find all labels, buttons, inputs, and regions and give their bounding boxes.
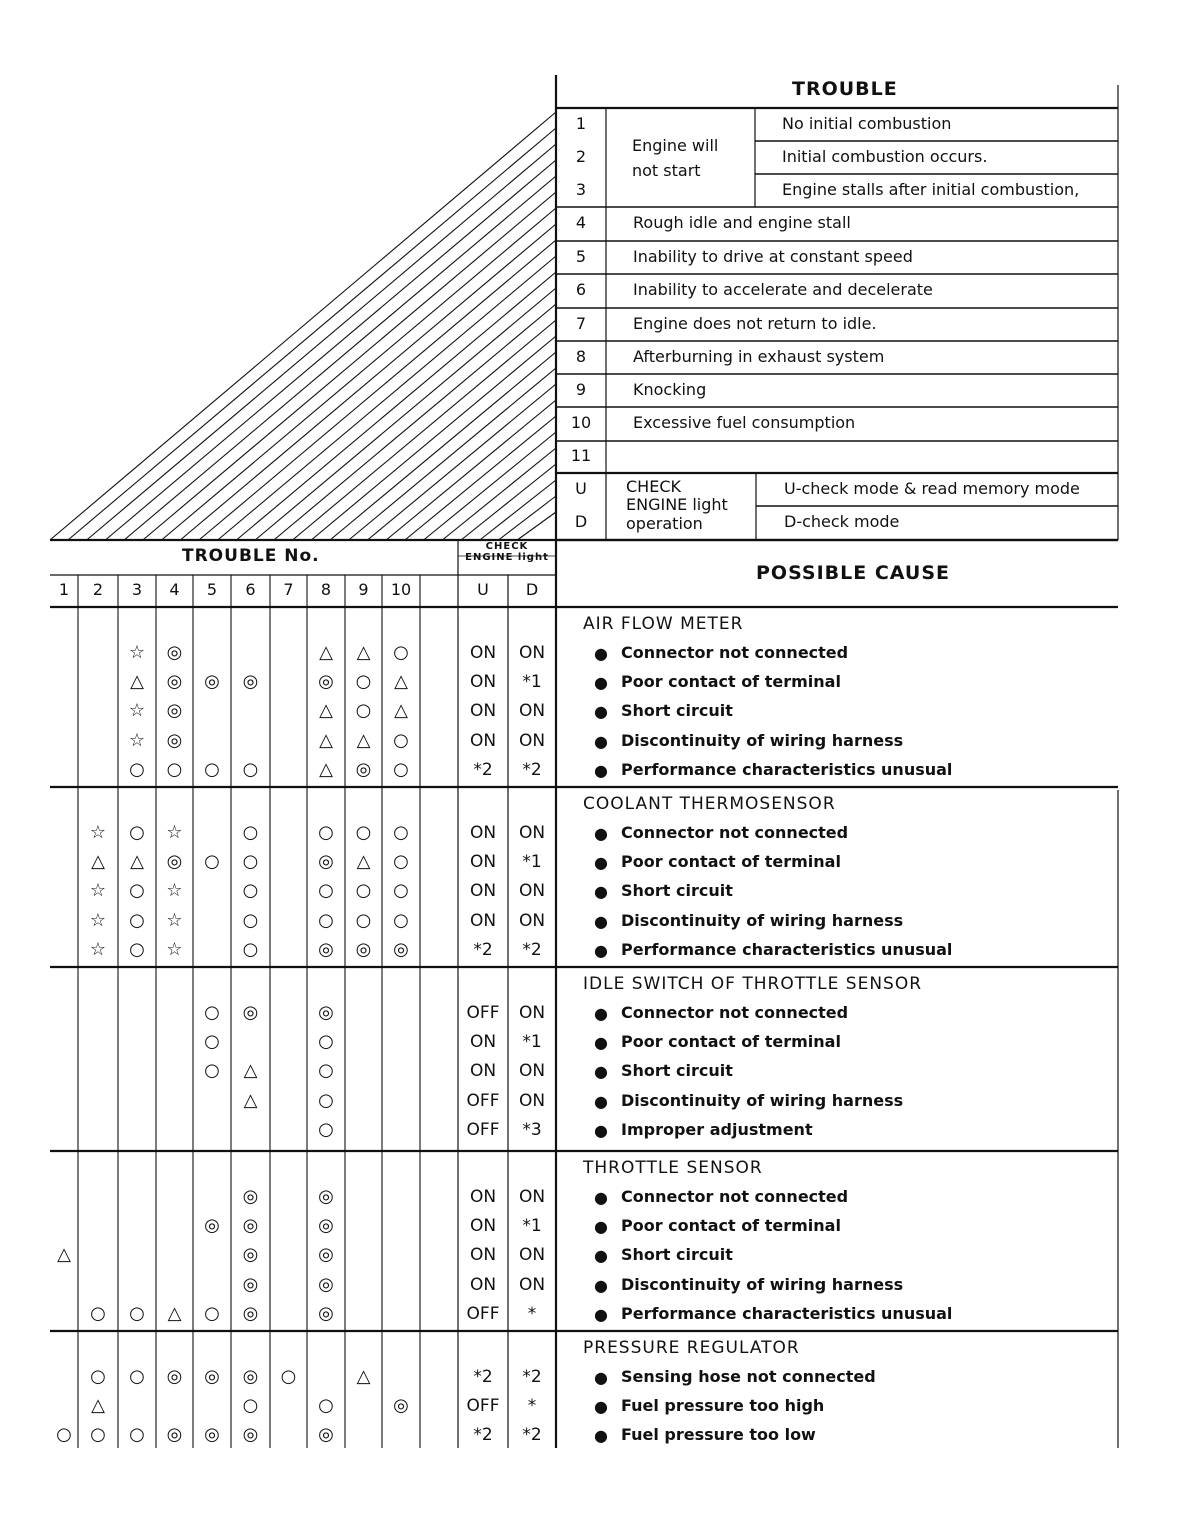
mark-s4-r0-c9: △ (356, 1366, 371, 1387)
mark-s2-r1-c5: ○ (204, 1031, 220, 1053)
hatch-line (461, 464, 556, 540)
mark-s4-r0-c5: ◎ (204, 1366, 220, 1387)
u-value-s4-r1: OFF (466, 1396, 500, 1417)
mark-s2-r1-c8: ○ (318, 1031, 334, 1053)
d-value-s0-r0: ON (518, 643, 546, 663)
mark-s0-r1-c9: ○ (355, 671, 372, 693)
mark-s1-r1-c8: ◎ (318, 851, 334, 873)
mark-s0-r4-c6: ○ (242, 758, 259, 780)
bullet-icon: ● (594, 644, 608, 663)
u-value-s0-r3: ON (469, 730, 497, 751)
bullet-icon: ● (594, 673, 608, 693)
d-value-s2-r1: *1 (522, 1032, 542, 1053)
mark-s3-r2-c8: ◎ (318, 1244, 334, 1266)
mark-s0-r1-c6: ◎ (242, 671, 259, 693)
hatch-line (162, 208, 556, 540)
hatch-line (517, 512, 556, 540)
hatch-line (293, 320, 556, 540)
trouble-no-col-3: 3 (131, 580, 143, 599)
mark-s1-r0-c9: ○ (355, 822, 372, 843)
cause-s3-r1: Poor contact of terminal (621, 1216, 841, 1236)
cause-s0-r1: Poor contact of terminal (621, 672, 841, 692)
mark-s1-r0-c4: ☆ (166, 822, 183, 843)
check-engine-operation-label-2: ENGINE light (626, 495, 728, 514)
bullet-icon: ● (594, 1397, 608, 1417)
cause-s3-r0: Connector not connected (621, 1187, 849, 1206)
mark-s1-r2-c8: ○ (318, 880, 334, 902)
mark-s3-r2-c1: △ (57, 1244, 71, 1266)
bullet-icon: ● (594, 1368, 608, 1387)
section-title-3: THROTTLE SENSOR (583, 1158, 763, 1178)
cause-s2-r3: Discontinuity of wiring harness (621, 1090, 904, 1110)
u-value-s3-r0: ON (469, 1187, 497, 1207)
cause-s3-r2: Short circuit (621, 1245, 733, 1265)
mark-s0-r2-c4: ◎ (166, 700, 183, 722)
mark-s0-r0-c10: ○ (393, 642, 409, 663)
mark-s4-r2-c6: ◎ (242, 1424, 259, 1446)
mark-s0-r3-c4: ◎ (166, 729, 183, 751)
d-value-s0-r2: ON (518, 701, 546, 722)
trouble-desc-U: U-check mode & read memory mode (784, 478, 1080, 498)
bullet-icon: ● (594, 1217, 608, 1237)
u-value-s3-r4: OFF (466, 1303, 500, 1324)
mark-s3-r4-c4: △ (167, 1302, 182, 1324)
section-title-0: AIR FLOW METER (583, 614, 744, 634)
u-value-s3-r2: ON (469, 1245, 497, 1266)
mark-s1-r2-c6: ○ (242, 880, 259, 902)
hatch-line (105, 160, 556, 540)
mark-s1-r2-c4: ☆ (166, 880, 183, 902)
mark-s1-r1-c4: ◎ (166, 851, 183, 873)
trouble-number-6: 6 (575, 280, 587, 299)
u-value-s3-r3: ON (469, 1274, 497, 1295)
trouble-desc-6: Inability to accelerate and decelerate (633, 280, 933, 299)
mark-s3-r1-c5: ◎ (204, 1215, 220, 1237)
trouble-header: TROUBLE (792, 78, 898, 100)
mark-s4-r1-c10: ◎ (393, 1395, 409, 1417)
cause-s1-r3: Discontinuity of wiring harness (621, 910, 904, 930)
mark-s1-r4-c10: ◎ (393, 938, 409, 960)
d-value-s0-r1: *1 (522, 672, 542, 693)
mark-s0-r2-c8: △ (319, 700, 333, 722)
hatch-line (50, 112, 556, 540)
bullet-icon: ● (594, 940, 608, 960)
mark-s1-r1-c6: ○ (242, 851, 259, 873)
mark-s3-r0-c8: ◎ (318, 1186, 334, 1207)
mark-s3-r4-c2: ○ (90, 1302, 106, 1324)
bullet-icon: ● (594, 731, 608, 751)
u-value-s4-r0: *2 (473, 1367, 493, 1387)
light-col-U: U (477, 580, 489, 599)
cause-s1-r1: Poor contact of terminal (621, 852, 841, 872)
hatch-line (255, 288, 556, 540)
trouble-desc-8: Afterburning in exhaust system (633, 346, 885, 366)
hatch-line (349, 368, 556, 540)
mark-s0-r0-c8: △ (319, 642, 333, 663)
trouble-desc-7: Engine does not return to idle. (633, 313, 877, 333)
mark-s4-r0-c4: ◎ (166, 1366, 183, 1387)
mark-s0-r4-c8: △ (319, 758, 333, 780)
engine-not-start-label-2: not start (632, 161, 701, 180)
mark-s3-r4-c5: ○ (204, 1302, 220, 1324)
trouble-no-col-1: 1 (58, 580, 70, 599)
u-value-s1-r4: *2 (473, 939, 493, 960)
mark-s0-r1-c8: ◎ (318, 671, 334, 693)
u-value-s0-r4: *2 (473, 759, 493, 780)
d-value-s3-r3: ON (518, 1274, 546, 1295)
hatch-line (87, 144, 556, 540)
mark-s0-r1-c3: △ (130, 671, 144, 693)
mark-s0-r4-c4: ○ (166, 758, 183, 780)
hatch-line (143, 192, 556, 540)
u-value-s4-r2: *2 (473, 1425, 493, 1446)
bullet-icon: ● (594, 1188, 608, 1207)
mark-s0-r0-c4: ◎ (166, 642, 183, 663)
cause-s4-r2: Fuel pressure too low (621, 1425, 816, 1445)
mark-s1-r1-c3: △ (130, 851, 144, 873)
engine-not-start-label-1: Engine will (632, 136, 719, 155)
light-col-D: D (525, 580, 539, 599)
mark-s0-r1-c4: ◎ (166, 671, 183, 693)
d-value-s2-r0: ON (518, 1003, 546, 1023)
check-engine-operation-label-3: operation (626, 514, 703, 533)
mark-s2-r3-c6: △ (243, 1089, 258, 1111)
trouble-number-11: 11 (570, 446, 592, 465)
mark-s3-r3-c8: ◎ (318, 1273, 334, 1295)
mark-s4-r2-c2: ○ (90, 1424, 106, 1446)
d-value-s4-r1: * (527, 1396, 537, 1417)
mark-s3-r4-c6: ◎ (242, 1302, 259, 1324)
mark-s1-r2-c9: ○ (355, 880, 372, 902)
mark-s1-r3-c8: ○ (318, 909, 334, 931)
mark-s1-r0-c8: ○ (318, 822, 334, 843)
mark-s1-r3-c3: ○ (129, 909, 145, 931)
trouble-no-col-9: 9 (358, 580, 369, 599)
d-value-s1-r1: *1 (522, 852, 542, 873)
mark-s0-r0-c3: ☆ (128, 642, 146, 663)
u-value-s0-r0: ON (469, 643, 497, 663)
check-engine-light-header: CHECK ENGINE light (465, 541, 549, 563)
mark-s1-r4-c2: ☆ (89, 938, 107, 960)
hatch-line (386, 400, 556, 540)
mark-s4-r2-c5: ◎ (204, 1424, 220, 1446)
cause-s0-r0: Connector not connected (621, 643, 849, 662)
mark-s3-r3-c6: ◎ (242, 1273, 259, 1295)
u-value-s2-r1: ON (469, 1032, 497, 1053)
hatch-line (274, 304, 556, 540)
mark-s0-r4-c9: ◎ (355, 758, 372, 780)
d-value-s0-r3: ON (518, 730, 546, 751)
u-value-s3-r1: ON (469, 1216, 497, 1237)
bullet-icon: ● (594, 1062, 608, 1082)
mark-s2-r2-c6: △ (243, 1060, 258, 1082)
cause-s1-r4: Performance characteristics unusual (621, 939, 953, 959)
trouble-desc-5: Inability to drive at constant speed (633, 246, 913, 266)
mark-s1-r4-c8: ◎ (318, 938, 334, 960)
bullet-icon: ● (594, 824, 608, 843)
cause-s0-r4: Performance characteristics unusual (621, 759, 953, 779)
section-title-2: IDLE SWITCH OF THROTTLE SENSOR (583, 974, 923, 994)
mark-s1-r2-c2: ☆ (89, 880, 107, 902)
cause-s4-r1: Fuel pressure too high (621, 1396, 825, 1416)
mark-s0-r2-c10: △ (394, 700, 408, 722)
bullet-icon: ● (594, 1426, 608, 1446)
trouble-number-7: 7 (575, 313, 587, 333)
trouble-number-5: 5 (575, 246, 587, 266)
cause-s2-r1: Poor contact of terminal (621, 1032, 841, 1052)
mark-s1-r1-c5: ○ (204, 851, 220, 873)
cause-s2-r0: Connector not connected (621, 1003, 849, 1022)
trouble-no-col-2: 2 (92, 580, 104, 599)
u-value-s1-r1: ON (469, 852, 497, 873)
trouble-desc-4: Rough idle and engine stall (633, 213, 851, 232)
trouble-no-col-7: 7 (283, 580, 294, 599)
mark-s0-r4-c10: ○ (393, 758, 409, 780)
mark-s0-r1-c10: △ (394, 671, 408, 693)
trouble-number-U: U (575, 478, 587, 498)
trouble-desc-D: D-check mode (784, 512, 900, 531)
d-value-s3-r4: * (527, 1303, 537, 1324)
u-value-s2-r3: OFF (466, 1090, 500, 1111)
section-title-1: COOLANT THERMOSENSOR (583, 794, 836, 814)
mark-s4-r0-c6: ◎ (242, 1366, 259, 1387)
mark-s1-r4-c9: ◎ (355, 938, 372, 960)
mark-s1-r0-c6: ○ (242, 822, 259, 843)
hatch-line (199, 240, 556, 540)
d-value-s4-r0: *2 (522, 1367, 542, 1387)
mark-s4-r2-c8: ◎ (318, 1424, 334, 1446)
mark-s4-r2-c4: ◎ (166, 1424, 183, 1446)
bullet-icon: ● (594, 760, 608, 780)
mark-s0-r4-c3: ○ (129, 758, 145, 780)
mark-s1-r3-c2: ☆ (89, 909, 107, 931)
trouble-number-2: 2 (575, 146, 587, 166)
hatch-line (424, 432, 556, 540)
mark-s4-r0-c7: ○ (280, 1366, 297, 1387)
mark-s1-r3-c9: ○ (355, 909, 372, 931)
trouble-desc-9: Knocking (633, 379, 707, 399)
trouble-number-4: 4 (575, 213, 587, 232)
mark-s1-r2-c10: ○ (393, 880, 409, 902)
trouble-no-col-5: 5 (206, 580, 218, 599)
cause-s4-r0: Sensing hose not connected (621, 1367, 876, 1386)
mark-s3-r1-c6: ◎ (242, 1215, 259, 1237)
u-value-s1-r2: ON (469, 881, 497, 902)
mark-s4-r1-c6: ○ (242, 1395, 259, 1417)
cause-s2-r2: Short circuit (621, 1061, 733, 1081)
mark-s4-r1-c8: ○ (318, 1395, 334, 1417)
d-value-s1-r4: *2 (522, 939, 542, 960)
mark-s1-r2-c3: ○ (129, 880, 145, 902)
check-engine-operation-label-1: CHECK (626, 477, 681, 496)
mark-s4-r1-c2: △ (91, 1395, 105, 1417)
d-value-s2-r4: *3 (522, 1119, 542, 1140)
trouble-no-col-8: 8 (320, 580, 332, 599)
u-value-s1-r0: ON (469, 823, 497, 843)
d-value-s1-r0: ON (518, 823, 546, 843)
d-value-s4-r2: *2 (522, 1425, 542, 1446)
u-value-s2-r4: OFF (466, 1119, 500, 1140)
cause-s1-r2: Short circuit (621, 881, 733, 901)
mark-s1-r1-c10: ○ (393, 851, 409, 873)
u-value-s2-r2: ON (469, 1061, 497, 1082)
bullet-icon: ● (594, 1304, 608, 1324)
mark-s1-r1-c9: △ (356, 851, 371, 873)
trouble-desc-2: Initial combustion occurs. (782, 146, 988, 166)
mark-s4-r2-c3: ○ (129, 1424, 145, 1446)
hatch-line (218, 256, 556, 540)
mark-s1-r0-c10: ○ (393, 822, 409, 843)
trouble-number-10: 10 (570, 413, 592, 432)
mark-s1-r4-c3: ○ (129, 938, 145, 960)
cause-s1-r0: Connector not connected (621, 823, 849, 842)
trouble-no-col-4: 4 (169, 580, 180, 599)
mark-s0-r0-c9: △ (356, 642, 371, 663)
trouble-desc-1: No initial combustion (782, 113, 952, 133)
mark-s4-r2-c1: ○ (56, 1424, 72, 1446)
mark-s1-r4-c4: ☆ (166, 938, 183, 960)
trouble-number-9: 9 (575, 379, 587, 399)
mark-s0-r3-c10: ○ (393, 729, 409, 751)
bullet-icon: ● (594, 702, 608, 722)
mark-s1-r3-c10: ○ (393, 909, 409, 931)
u-value-s2-r0: OFF (466, 1003, 500, 1023)
trouble-no-header: TROUBLE No. (182, 546, 320, 566)
mark-s3-r4-c3: ○ (129, 1302, 145, 1324)
d-value-s3-r0: ON (518, 1187, 546, 1207)
bullet-icon: ● (594, 1275, 608, 1295)
section-title-4: PRESSURE REGULATOR (583, 1338, 800, 1358)
mark-s0-r3-c8: △ (319, 729, 333, 751)
mark-s2-r0-c5: ○ (204, 1002, 220, 1023)
bullet-icon: ● (594, 882, 608, 902)
trouble-no-col-6: 6 (245, 580, 256, 599)
d-value-s3-r2: ON (518, 1245, 546, 1266)
mark-s0-r4-c5: ○ (204, 758, 220, 780)
u-value-s0-r2: ON (469, 701, 497, 722)
mark-s1-r1-c2: △ (91, 851, 105, 873)
trouble-number-8: 8 (575, 346, 587, 366)
trouble-number-1: 1 (575, 113, 587, 133)
mark-s2-r3-c8: ○ (318, 1089, 334, 1111)
mark-s3-r2-c6: ◎ (242, 1244, 259, 1266)
mark-s2-r2-c5: ○ (204, 1060, 220, 1082)
mark-s2-r2-c8: ○ (318, 1060, 334, 1082)
mark-s4-r0-c2: ○ (90, 1366, 106, 1387)
bullet-icon: ● (594, 1033, 608, 1053)
mark-s0-r2-c9: ○ (355, 700, 372, 722)
possible-cause-header: POSSIBLE CAUSE (756, 562, 950, 584)
mark-s0-r1-c5: ◎ (204, 671, 220, 693)
bullet-icon: ● (594, 853, 608, 873)
hatch-line (367, 384, 556, 540)
hatch-line (236, 272, 556, 540)
cause-s0-r2: Short circuit (621, 701, 733, 721)
mark-s3-r0-c6: ◎ (242, 1186, 259, 1207)
d-value-s3-r1: *1 (522, 1216, 542, 1237)
hatch-line (405, 416, 556, 540)
mark-s3-r4-c8: ◎ (318, 1302, 334, 1324)
trouble-desc-10: Excessive fuel consumption (633, 413, 856, 432)
mark-s4-r0-c3: ○ (129, 1366, 145, 1387)
cause-s2-r4: Improper adjustment (621, 1119, 813, 1139)
hatch-line (330, 352, 556, 540)
cause-s0-r3: Discontinuity of wiring harness (621, 730, 904, 750)
u-value-s1-r3: ON (469, 910, 497, 931)
mark-s0-r2-c3: ☆ (128, 700, 146, 722)
mark-s3-r1-c8: ◎ (318, 1215, 334, 1237)
mark-s1-r0-c2: ☆ (89, 822, 107, 843)
mark-s1-r3-c6: ○ (242, 909, 259, 931)
bullet-icon: ● (594, 1004, 608, 1023)
bullet-icon: ● (594, 1091, 608, 1111)
d-value-s2-r2: ON (518, 1061, 546, 1082)
hatch-line (480, 480, 556, 540)
d-value-s2-r3: ON (518, 1090, 546, 1111)
mark-s2-r4-c8: ○ (318, 1118, 334, 1140)
trouble-no-col-10: 10 (390, 580, 412, 599)
cause-s3-r3: Discontinuity of wiring harness (621, 1274, 904, 1294)
trouble-number-D: D (574, 512, 588, 531)
trouble-desc-3: Engine stalls after initial combustion, (782, 179, 1080, 199)
u-value-s0-r1: ON (469, 672, 497, 693)
cause-s3-r4: Performance characteristics unusual (621, 1303, 953, 1323)
mark-s2-r0-c6: ◎ (242, 1002, 259, 1023)
mark-s1-r3-c4: ☆ (166, 909, 183, 931)
bullet-icon: ● (594, 1246, 608, 1266)
mark-s2-r0-c8: ◎ (318, 1002, 334, 1023)
d-value-s0-r4: *2 (522, 759, 542, 780)
trouble-number-3: 3 (575, 179, 587, 199)
mark-s0-r3-c9: △ (356, 729, 371, 751)
mark-s1-r0-c3: ○ (129, 822, 145, 843)
bullet-icon: ● (594, 911, 608, 931)
bullet-icon: ● (594, 1120, 608, 1140)
mark-s0-r3-c3: ☆ (128, 729, 146, 751)
mark-s1-r4-c6: ○ (242, 938, 259, 960)
d-value-s1-r3: ON (518, 910, 546, 931)
d-value-s1-r2: ON (518, 881, 546, 902)
